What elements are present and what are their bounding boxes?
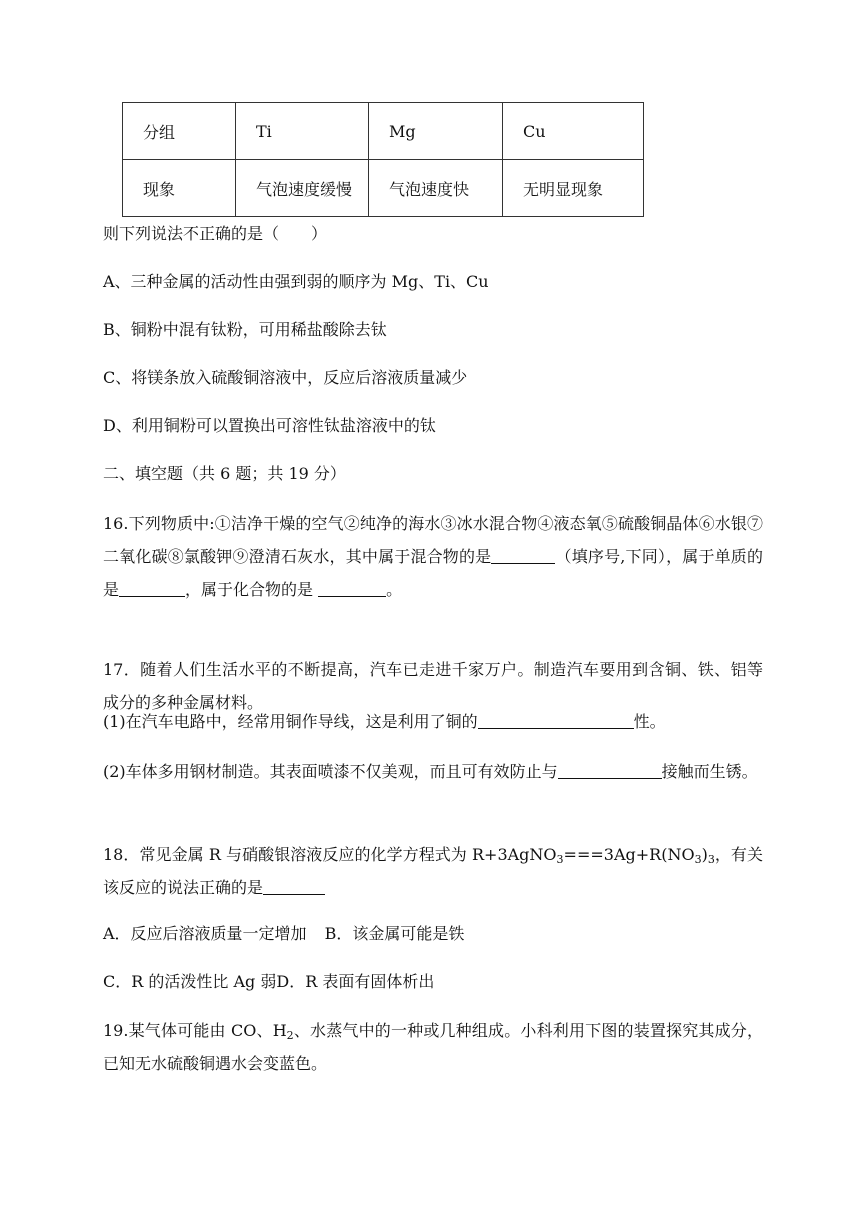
question-17-text: (1)在汽车电路中，经常用铜作导线，这是利用了铜的 <box>103 712 478 731</box>
subscript: 3 <box>694 853 702 866</box>
question-18-option-c: C．R 的活泼性比 Ag 弱 <box>103 972 277 991</box>
question-17-part-2 <box>103 755 763 788</box>
table-cell: 气泡速度缓慢 <box>236 160 369 217</box>
table-cell: 现象 <box>123 160 236 217</box>
question-15-stem: 则下列说法不正确的是（ ） <box>103 224 328 243</box>
metal-reaction-table <box>122 102 644 217</box>
question-18-text: ) <box>701 845 708 864</box>
question-17-text: 性。 <box>633 712 666 731</box>
question-18-option-b: B．该金属可能是铁 <box>324 924 465 943</box>
table-cell: 气泡速度快 <box>369 160 503 217</box>
subscript: 3 <box>556 853 564 866</box>
question-18-stem <box>103 838 763 904</box>
question-16-text: （填序号,下同），属于单质的是 <box>103 547 763 599</box>
question-17-stem: 17．随着人们生活水平的不断提高，汽车已走进千家万户。制造汽车要用到含铜、铁、铝等成分的多种金属材料。 <box>103 660 763 712</box>
question-17-part-1 <box>103 707 763 737</box>
question-15-option-d: D、利用铜粉可以置换出可溶性钛盐溶液中的钛 <box>103 416 436 435</box>
section-heading: 二、填空题（共 6 题；共 19 分） <box>103 464 346 483</box>
subscript: 3 <box>707 853 715 866</box>
subscript: 2 <box>286 1029 294 1042</box>
answer-blank[interactable] <box>318 578 386 597</box>
question-16-text: 。 <box>386 580 403 599</box>
table-row <box>123 160 644 217</box>
table-cell: Ti <box>236 103 369 160</box>
table-cell: 分组 <box>123 103 236 160</box>
question-18-text: ===3Ag+R(NO <box>563 845 695 864</box>
question-19 <box>103 1014 763 1080</box>
answer-blank[interactable] <box>558 760 662 779</box>
question-18-text: 18．常见金属 R 与硝酸银溶液反应的化学方程式为 R+3AgNO <box>103 845 557 864</box>
answer-blank[interactable] <box>119 578 185 597</box>
answer-blank[interactable] <box>478 710 634 729</box>
question-18-text: ，有关该反应的说法正确的是 <box>103 845 763 897</box>
table-row <box>123 103 644 160</box>
question-15-option-b: B、铜粉中混有钛粉，可用稀盐酸除去钛 <box>103 320 387 339</box>
answer-blank[interactable] <box>491 545 555 564</box>
question-17-text: 接触而生锈。 <box>661 762 758 781</box>
question-16-text: 16.下列物质中:①洁净干燥的空气②纯净的海水③冰水混合物④液态氧⑤硫酸铜晶体⑥水银⑦二氧化碳⑧氯酸钾⑨澄清石灰水，其中属于混合物的是 <box>103 514 763 566</box>
table-cell: Cu <box>503 103 644 160</box>
question-15-option-a: A、三种金属的活动性由强到弱的顺序为 Mg、Ti、Cu <box>103 272 489 291</box>
question-18-option-a: A．反应后溶液质量一定增加 <box>103 924 307 943</box>
question-18-options-ab <box>103 919 763 949</box>
question-18-options-cd <box>103 967 763 997</box>
question-18-option-d: D．R 表面有固体析出 <box>276 972 435 991</box>
question-19-text: 、水蒸气中的一种或几种组成。小科利用下图的装置探究其成分，已知无水硫酸铜遇水会变蓝色。 <box>103 1021 763 1073</box>
answer-blank[interactable] <box>263 876 325 895</box>
question-15-option-c: C、将镁条放入硫酸铜溶液中，反应后溶液质量减少 <box>103 368 468 387</box>
table-cell: Mg <box>369 103 503 160</box>
question-17-text: (2)车体多用钢材制造。其表面喷漆不仅美观，而且可有效防止与 <box>103 762 558 781</box>
question-16-text: ，属于化合物的是 <box>185 580 319 599</box>
question-19-text: 19.某气体可能由 CO、H <box>103 1021 287 1040</box>
table-cell: 无明显现象 <box>503 160 644 217</box>
question-16 <box>103 507 763 606</box>
